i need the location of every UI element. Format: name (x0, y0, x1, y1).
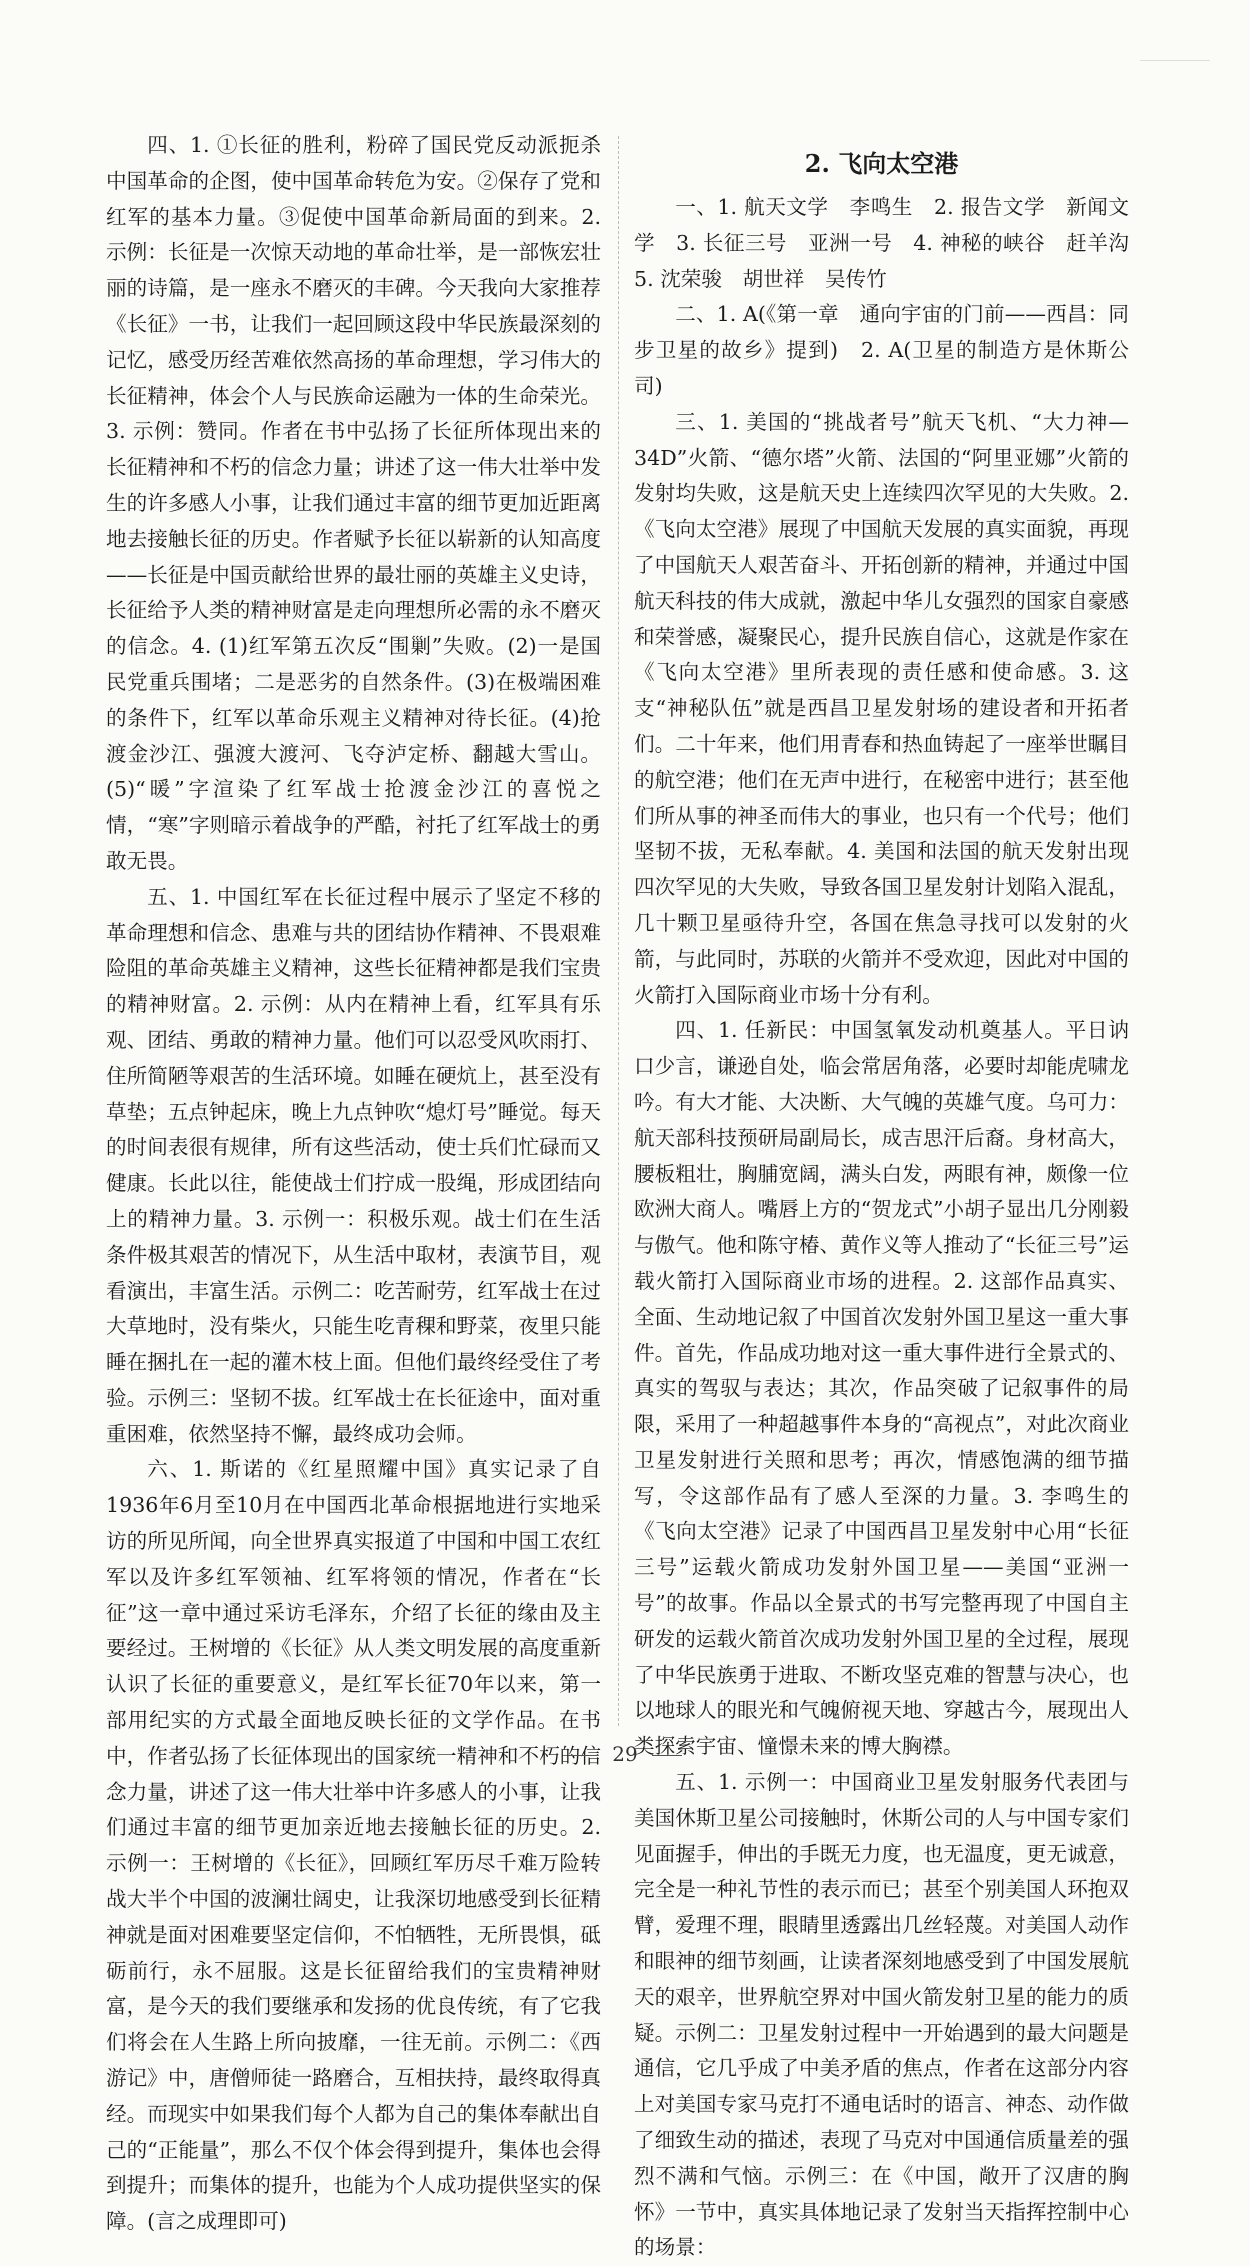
answer-section-5: 五、1. 示例一：中国商业卫星发射服务代表团与美国休斯卫星公司接触时，休斯公司的人与中国专家们见面握手，伸出的手既无力度，也无温度，更无诚意，完全是一种礼节性的表示而已；甚至个别美国人环抱双臂，爱理不理，眼睛里透露出几丝轻蔑。对美国人动作和眼神的细节刻画，让读者深刻地感受到了中国发展航天的艰辛，世界航空界对中国火箭发射卫星的能力的质疑。示例二：卫星发射过程中一开始遇到的最大问题是通信，它几乎成了中美矛盾的焦点，作者在这部分内容上对美国专家马克打不通电话时的语言、神态、动作做了细致生动的描述，表现了马克对中国通信质量差的强烈不满和气恼。示例三：在《中国，敞开了汉唐的胸怀》一节中，真实具体地记录了发射当天指挥控制中心的场景： (634, 1770, 1129, 2260)
corner-mark (1140, 60, 1210, 91)
answer-section-5: 五、1. 中国红军在长征过程中展示了坚定不移的革命理想和信念、患难与共的团结协作精神、不畏艰难险阻的革命英雄主义精神，这些长征精神都是我们宝贵的精神财富。2. 示例：从内在精神上看，红军具有乐观、团结、勇敢的精神力量。他们可以忍受风吹雨打、住所简陋等艰苦的生活环境。如睡在硬炕上，甚至没有草垫；五点钟起床，晚上九点钟吹“熄灯号”睡觉。每天的时间表很有规律，所有这些活动，使士兵们忙碌而又健康。长此以往，能使战士们拧成一股绳，形成团结向上的精神力量。3. 示例一：积极乐观。战士们在生活条件极其艰苦的情况下，从生活中取材，表演节目，观看演出，丰富生活。示例二：吃苦耐劳，红军战士在过大草地时，没有柴火，只能生吃青稞和野菜，夜里只能睡在捆扎在一起的灌木枝上面。但他们最终经受住了考验。示例三：坚韧不拔。红军战士在长征途中，面对重重困难，依然坚持不懈，最终成功会师。 (106, 884, 601, 1446)
right-column (634, 146, 1150, 2266)
page-number (0, 1742, 1250, 1766)
answer-section-1: 一、1. 航天文学 李鸣生 2. 报告文学 新闻文学 3. 长征三号 亚洲一号 4. 神秘的峡谷 赶羊沟 5. 沈荣骏 胡世祥 吴传竹 (634, 195, 1150, 291)
answer-section-6: 六、1. 斯诺的《红星照耀中国》真实记录了自1936年6月至10月在中国西北革命根据地进行实地采访的所见所闻，向全世界真实报道了中国和中国工农红军以及许多红军领袖、红军将领的情况，作者在“长征”这一章中通过采访毛泽东，介绍了长征的缘由及主要经过。王树增的《长征》从人类文明发展的高度重新认识了长征的重要意义，是红军长征70年以来，第一部用纪实的方式最全面地反映长征的文学作品。在书中，作者弘扬了长征体现出的国家统一精神和不朽的信念力量，讲述了这一伟大壮举中许多感人的小事，让我们通过丰富的细节更加亲近地去接触长征的历史。2. 示例一：王树增的《长征》，回顾红军历尽千难万险转战大半个中国的波澜壮阔史，让我深切地感受到长征精神就是面对困难要坚定信仰，不怕牺牲，无所畏惧，砥砺前行，永不屈服。这是长征留给我们的宝贵精神财富，是今天的我们要继承和发扬的优良传统，有了它我们将会在人生路上所向披靡，一往无前。示例二：《西游记》中，唐僧师徒一路磨合，互相扶持，最终取得真经。而现实中如果我们每个人都为自己的集体奉献出自己的“正能量”，那么不仅个体会得到提升，集体也会得到提升；而集体的提升，也能为个人成功提供坚实的保障。(言之成理即可) (106, 1457, 601, 2234)
answer-section-2: 二、1. A(《第一章 通向宇宙的门前——西昌：同步卫星的故乡》提到) 2. A(卫星的制造方是休斯公司) (634, 302, 1129, 398)
answer-section-4: 四、1. 任新民：中国氢氧发动机奠基人。平日讷口少言，谦逊自处，临会常居角落，必要时却能虎啸龙吟。有大才能、大决断、大气魄的英雄气度。乌可力：航天部科技预研局副局长，成吉思汗后裔。身材高大，腰板粗壮，胸脯宽阔，满头白发，两眼有神，颇像一位欧洲大商人。嘴唇上方的“贺龙式”小胡子显出几分刚毅与傲气。他和陈守椿、黄作义等人推动了“长征三号”运载火箭打入国际商业市场的进程。2. 这部作品真实、全面、生动地记叙了中国首次发射外国卫星这一重大事件。首先，作品成功地对这一重大事件进行全景式的、真实的驾驭与表达；其次，作品突破了记叙事件的局限，采用了一种超越事件本身的“高视点”，对此次商业卫星发射进行关照和思考；再次，情感饱满的细节描写，令这部作品有了感人至深的力量。3. 李鸣生的《飞向太空港》记录了中国西昌卫星发射中心用“长征三号”运载火箭成功发射外国卫星——美国“亚洲一号”的故事。作品以全景式的书写完整再现了中国自主研发的运载火箭首次成功发射外国卫星的全过程，展现了中华民族勇于进取、不断攻坚克难的智慧与决心，也以地球人的眼光和气魄俯视天地、穿越古今，展现出人类探索宇宙、憧憬未来的博大胸襟。 (634, 1018, 1129, 1759)
left-column (106, 128, 601, 2240)
column-divider (618, 136, 619, 1726)
answer-section-3: 三、1. 美国的“挑战者号”航天飞机、“大力神—34D”火箭、“德尔塔”火箭、法国的“阿里亚娜”火箭的发射均失败，这是航天史上连续四次罕见的大失败。2.《飞向太空港》展现了中国航天发展的真实面貌，再现了中国航天人艰苦奋斗、开拓创新的精神，并通过中国航天科技的伟大成就，激起中华儿女强烈的国家自豪感和荣誉感，凝聚民心，提升民族自信心，这就是作家在《飞向太空港》里所表现的责任感和使命感。3. 这支“神秘队伍”就是西昌卫星发射场的建设者和开拓者们。二十年来，他们用青春和热血铸起了一座举世瞩目的航空港；他们在无声中进行，在秘密中进行；甚至他们所从事的神圣而伟大的事业，也只有一个代号；他们坚韧不拔，无私奉献。4. 美国和法国的航天发射出现四次罕见的大失败，导致各国卫星发射计划陷入混乱，几十颗卫星亟待升空，各国在焦急寻找可以发射的火箭，与此同时，苏联的火箭并不受欢迎，因此对中国的火箭打入国际商业市场十分有利。 (634, 409, 1129, 1007)
answer-section-4: 四、1. ①长征的胜利，粉碎了国民党反动派扼杀中国革命的企图，使中国革命转危为安。②保存了党和红军的基本力量。③促使中国革命新局面的到来。2. 示例：长征是一次惊天动地的革命壮举，是一部恢宏壮丽的诗篇，是一座永不磨灭的丰碑。今天我向大家推荐《长征》一书，让我们一起回顾这段中华民族最深刻的记忆，感受历经苦难依然高扬的革命理想，学习伟大的长征精神，体会个人与民族命运融为一体的生命荣光。3. 示例：赞同。作者在书中弘扬了长征所体现出来的长征精神和不朽的信念力量；讲述了这一伟大壮举中发生的许多感人小事，让我们通过丰富的细节更加近距离地去接触长征的历史。作者赋予长征以崭新的认知高度——长征是中国贡献给世界的最壮丽的英雄主义史诗，长征给予人类的精神财富是走向理想所必需的永不磨灭的信念。4. (1)红军第五次反“围剿”失败。(2)一是国民党重兵围堵；二是恶劣的自然条件。(3)在极端困难的条件下，红军以革命乐观主义精神对待长征。(4)抢渡金沙江、强渡大渡河、飞夺泸定桥、翻越大雪山。(5)“暖”字渲染了红军战士抢渡金沙江的喜悦之情，“寒”字则暗示着战争的严酷，衬托了红军战士的勇敢无畏。 (106, 133, 601, 873)
page-number-text: 29 (612, 1742, 638, 1766)
section-title: 2. 飞向太空港 (804, 149, 959, 178)
